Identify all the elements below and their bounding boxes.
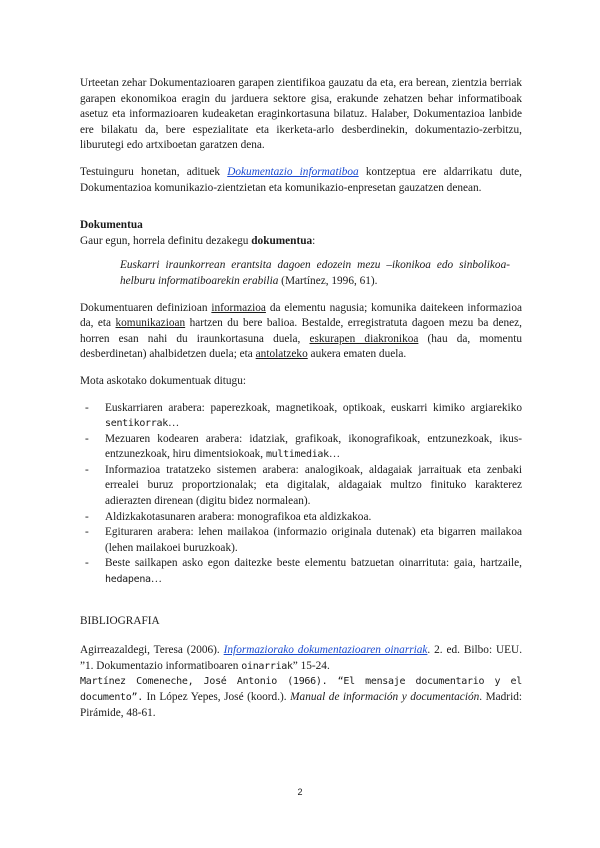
term-informazioa: informazioa	[211, 301, 266, 314]
ref1-title-link[interactable]: Informaziorako dokumentazioaren oinarriak	[223, 644, 428, 657]
list-item-tail: sentikorrak	[105, 418, 168, 430]
list-item-tail: multimediak	[265, 449, 329, 461]
section-heading: Dokumentua	[80, 219, 143, 232]
dash-bullet: -	[85, 401, 89, 414]
list-item-ellipsis: …	[328, 448, 341, 461]
definition-text-5: aukera ematen duela.	[307, 348, 407, 361]
ref2-book-title: Manual de información y documentación	[290, 691, 480, 703]
list-item-text: Aldizkakotasunaren arabera: monografikoa eta aldizkakoa.	[105, 510, 372, 523]
page-content	[80, 76, 522, 721]
list-item	[80, 401, 522, 432]
list-item	[80, 432, 522, 463]
list-item	[80, 525, 522, 556]
ref1-author: Agirreazaldegi, Teresa (2006).	[80, 644, 224, 657]
intro-paragraph-2	[80, 165, 522, 196]
dash-bullet: -	[85, 463, 89, 476]
document-types-list	[80, 401, 522, 588]
definition-text-2: da elementu nagusia; komunika daitekeen informazioa da, eta	[80, 301, 522, 330]
intro-paragraph-1: Urteetan zehar Dokumentazioaren garapen zientifikoa gauzatu da eta, era berean, zientzia berriak garapen ekonomikoa eragin du jarduera sektore gisa, erakunde zehatzen behar informatiboak asetuz eta informazioaren kudeaketan eraginkortasuna bilatuz. Halaber, Dokumentazioa lanbide ere bilakatu da, bere espezialitate eta ikerketa-arlo desberdinekin, dokumentazio-zerbitzu, liburutegi edo artxiboetan garatzen dena.	[80, 77, 522, 152]
ref1-chapter-word: oinarriak	[241, 660, 293, 672]
quote-citation: (Martínez, 1996, 61).	[278, 274, 378, 287]
quote-text: Euskarri iraunkorrean erantsita dagoen edozein mezu –ikonikoa edo sinbolikoa-helburu informatiboarekin erabilia	[120, 259, 510, 287]
definition-text-3: hartzen du bere balioa. Bestalde, erregistratuta dagoen mezu ba denez, horren esan nahi du iraunkortasuna duela,	[80, 317, 522, 345]
definition-text-1: Dokumentuaren definizioan	[80, 301, 212, 314]
bibliography-title: BIBLIOGRAFIA	[80, 614, 160, 627]
list-item	[80, 463, 522, 510]
definition-paragraph	[80, 301, 522, 363]
definition-line-before: Gaur egun, horrela definitu dezakegu	[80, 234, 252, 247]
types-intro: Mota askotako dokumentuak ditugu:	[80, 374, 246, 387]
definition-quote	[120, 258, 510, 289]
bibliography-entry-2	[80, 674, 522, 721]
dash-bullet: -	[85, 510, 89, 523]
dash-bullet: -	[85, 557, 89, 570]
definition-intro-line	[80, 234, 522, 250]
page-number: 2	[297, 787, 303, 797]
term-antolatzeko: antolatzeko	[255, 348, 308, 361]
ref2-author-title: Martínez Comeneche, José Antonio (1966). “El mensaje documentario y el documento”.	[80, 676, 522, 703]
definition-term: dokumentua	[251, 234, 313, 247]
list-item	[80, 510, 522, 526]
list-item-tail: hedapena	[105, 574, 151, 586]
list-item-text: Beste sailkapen asko egon daitezke beste elementu batzuetan oinarrituta: gaia, hartzaile,	[105, 557, 522, 570]
intro-p2-after: kontzeptua ere aldarrikatu dute, Dokumentazioa komunikazio-zientzietan eta komunikazio-enpresetan gauzatzen denean.	[80, 165, 522, 194]
definition-line-after: :	[312, 234, 316, 247]
list-item-text: Informazioa tratatzeko sistemen arabera: analogikoak, aldagaiak jarraituak eta zenbaki errealei buruz proportzionalak; eta digitalak, aldagaiak multzo finituko karakterez adierazten direnean (digitu bidez normalean).	[105, 463, 522, 508]
term-eskurapen-diakronikoa: eskurapen diakronikoa	[309, 332, 419, 345]
list-item	[80, 556, 522, 587]
intro-p2-before: Testuinguru honetan, adituek	[80, 165, 228, 178]
dokumentazio-informatiboa-link[interactable]: Dokumentazio informatiboa	[227, 165, 359, 178]
ref2-publisher: . Madrid: Pirámide, 48-61.	[80, 691, 522, 719]
ref2-editor: In López Yepes, José (koord.).	[142, 691, 291, 703]
list-item-text: Egituraren arabera: lehen mailakoa (informazio originala dutenak) eta bigarren mailakoa (lehen mailakoei buruzkoak).	[105, 526, 522, 554]
bibliography-list	[80, 643, 522, 721]
definition-text-4: (hau da, momentu desberdinetan) ahalbidetzen duela; eta	[80, 332, 523, 361]
ref1-pages: ” 15-24.	[292, 659, 330, 672]
list-item-text: Mezuaren kodearen arabera: idatziak, grafikoak, ikonografikoak, entzunezkoak, ikus-entzunezkoak, hiru dimentsiokoak,	[105, 432, 522, 461]
list-item-ellipsis: …	[150, 573, 163, 586]
bibliography-entry-1	[80, 643, 522, 674]
dash-bullet: -	[85, 526, 89, 539]
list-item-text: Euskarriaren arabera: paperezkoak, magnetikoak, optikoak, euskarri kimiko argiarekiko	[105, 401, 522, 414]
dash-bullet: -	[85, 432, 89, 445]
list-item-ellipsis: …	[167, 417, 180, 430]
ref1-details: . 2. ed. Bilbo: UEU. ”1. Dokumentazio informatiboaren	[80, 644, 523, 672]
term-komunikazioan: komunikazioan	[115, 317, 186, 330]
